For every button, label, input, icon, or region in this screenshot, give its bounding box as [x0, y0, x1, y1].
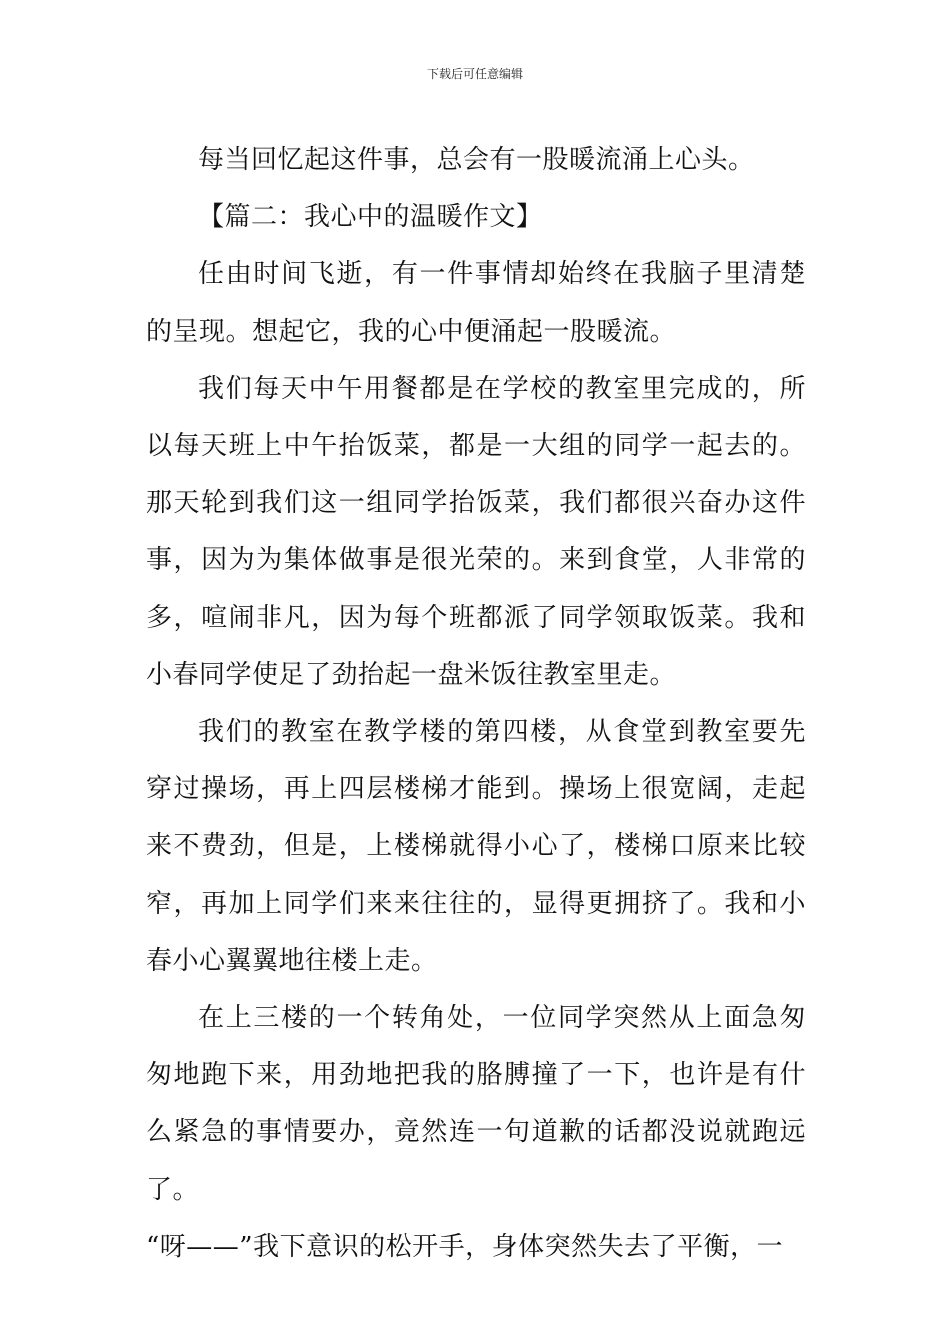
- section-heading: 【篇二：我心中的温暖作文】: [198, 202, 543, 233]
- paragraph-closing-line: 每当回忆起这件事，总会有一股暖流涌上心头。: [198, 145, 755, 175]
- paragraph-lunch: 我们每天中午用餐都是在学校的教室里完成的，所以每天班上中午抬饭菜，都是一大组的同学一起去的。那天轮到我们这一组同学抬饭菜，我们都很兴奋办这件事，因为为集体做事是很光荣的。来到食堂，人非常的多，喧闹非凡，因为每个班都派了同学领取饭菜。我和小春同学使足了劲抬起一盘米饭往教室里走。: [146, 373, 806, 690]
- page-header-watermark: 下载后可任意编辑: [426, 67, 523, 81]
- paragraph-stairs: 我们的教室在教学楼的第四楼，从食堂到教室要先穿过操场，再上四层楼梯才能到。操场上很宽阔，走起来不费劲，但是，上楼梯就得小心了，楼梯口原来比较窄，再加上同学们来来往往的，显得更拥挤了。我和小春小心翼翼地往楼上走。: [146, 717, 806, 976]
- paragraph-collision: 在上三楼的一个转角处，一位同学突然从上面急匆匆地跑下来，用劲地把我的胳膊撞了一下，也许是有什么紧急的事情要办，竟然连一句道歉的话都没说就跑远了。: [146, 1003, 806, 1205]
- paragraph-continued: “呀——”我下意识的松开手，身体突然失去了平衡，一: [146, 1231, 784, 1262]
- paragraph-intro: 任由时间飞逝，有一件事情却始终在我脑子里清楚的呈现。想起它，我的心中便涌起一股暖流。: [146, 259, 806, 347]
- document-body: [146, 132, 806, 1276]
